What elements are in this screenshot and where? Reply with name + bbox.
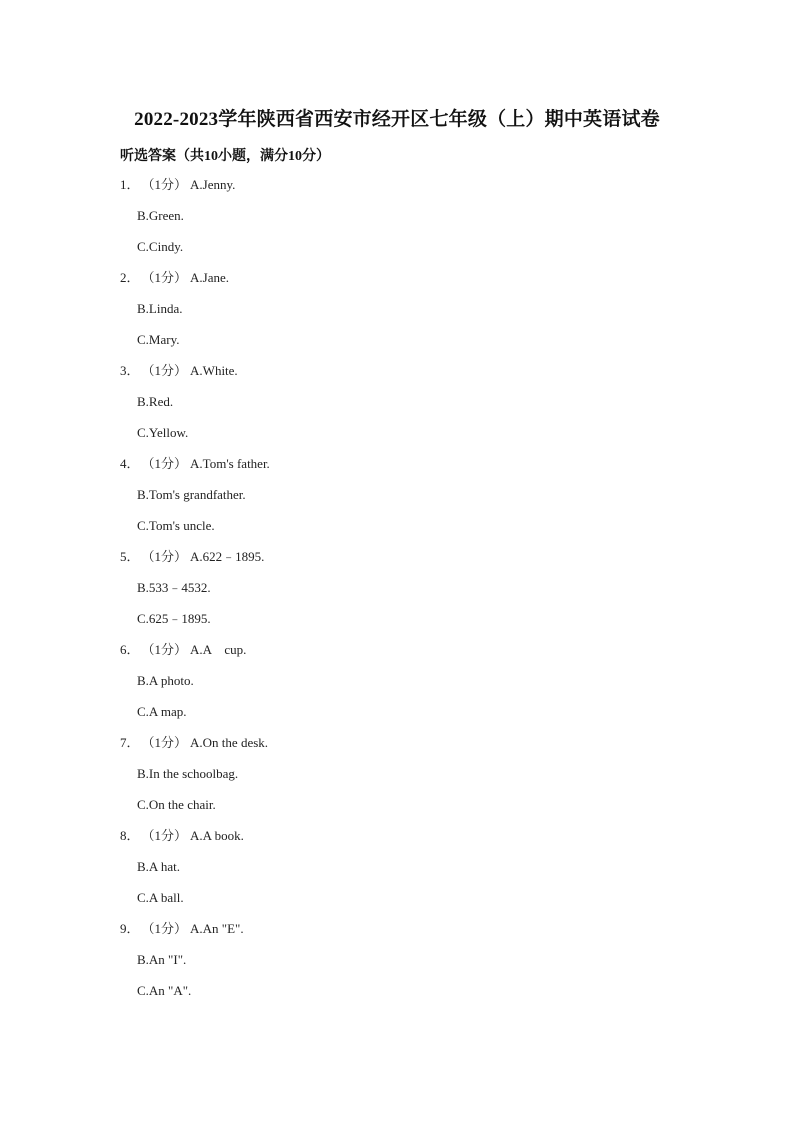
option-a: A.A cup.	[190, 642, 247, 657]
question-line	[120, 826, 720, 857]
question-number: 7．	[120, 735, 140, 750]
option-c: C.Mary.	[137, 332, 180, 347]
section-heading: 听选答案（共10小题，满分10分）	[120, 149, 330, 164]
question-line	[120, 454, 720, 485]
question-score: （1分）	[141, 270, 188, 285]
question-score: （1分）	[141, 921, 188, 936]
option-b: B.533﹣4532.	[137, 580, 211, 595]
question-item	[120, 547, 720, 640]
page-title: 2022-2023学年陕西省西安市经开区七年级（上）期中英语试卷	[134, 109, 660, 130]
question-number: 9．	[120, 921, 140, 936]
option-b: B.Red.	[137, 394, 174, 409]
question-item	[120, 826, 720, 919]
question-score: （1分）	[141, 549, 188, 564]
option-a: A.Jenny.	[190, 177, 236, 192]
option-a: A.On the desk.	[190, 735, 269, 750]
option-b: B.A photo.	[137, 673, 194, 688]
question-line	[120, 175, 720, 206]
option-c: C.A ball.	[137, 890, 184, 905]
question-line	[120, 361, 720, 392]
question-number: 6．	[120, 642, 140, 657]
question-line	[120, 919, 720, 950]
question-number: 2．	[120, 270, 140, 285]
question-list	[120, 175, 720, 1012]
question-line	[120, 640, 720, 671]
option-c: C.Cindy.	[137, 239, 184, 254]
question-score: （1分）	[141, 828, 188, 843]
option-c: C.Yellow.	[137, 425, 189, 440]
option-c: C.On the chair.	[137, 797, 216, 812]
question-score: （1分）	[141, 642, 188, 657]
question-number: 3．	[120, 363, 140, 378]
question-score: （1分）	[141, 177, 188, 192]
question-line	[120, 733, 720, 764]
option-c: C.A map.	[137, 704, 187, 719]
option-b: B.Green.	[137, 208, 184, 223]
option-b: B.In the schoolbag.	[137, 766, 239, 781]
option-a: A.Tom's father.	[190, 456, 270, 471]
question-score: （1分）	[141, 363, 188, 378]
question-score: （1分）	[141, 456, 188, 471]
option-a: A.A book.	[190, 828, 244, 843]
question-item	[120, 175, 720, 268]
question-item	[120, 361, 720, 454]
option-b: B.A hat.	[137, 859, 180, 874]
question-number: 8．	[120, 828, 140, 843]
question-item	[120, 640, 720, 733]
question-score: （1分）	[141, 735, 188, 750]
option-c: C.An "A".	[137, 983, 192, 998]
question-number: 1．	[120, 177, 140, 192]
option-b: B.Linda.	[137, 301, 183, 316]
question-item	[120, 454, 720, 547]
question-number: 4．	[120, 456, 140, 471]
question-item	[120, 919, 720, 1012]
question-line	[120, 268, 720, 299]
option-b: B.An "I".	[137, 952, 187, 967]
option-a: A.Jane.	[190, 270, 230, 285]
question-item	[120, 268, 720, 361]
option-a: A.622﹣1895.	[190, 549, 265, 564]
question-number: 5．	[120, 549, 140, 564]
question-item	[120, 733, 720, 826]
option-c: C.625﹣1895.	[137, 611, 211, 626]
option-a: A.White.	[190, 363, 238, 378]
question-line	[120, 547, 720, 578]
option-b: B.Tom's grandfather.	[137, 487, 246, 502]
option-c: C.Tom's uncle.	[137, 518, 215, 533]
option-a: A.An "E".	[190, 921, 244, 936]
